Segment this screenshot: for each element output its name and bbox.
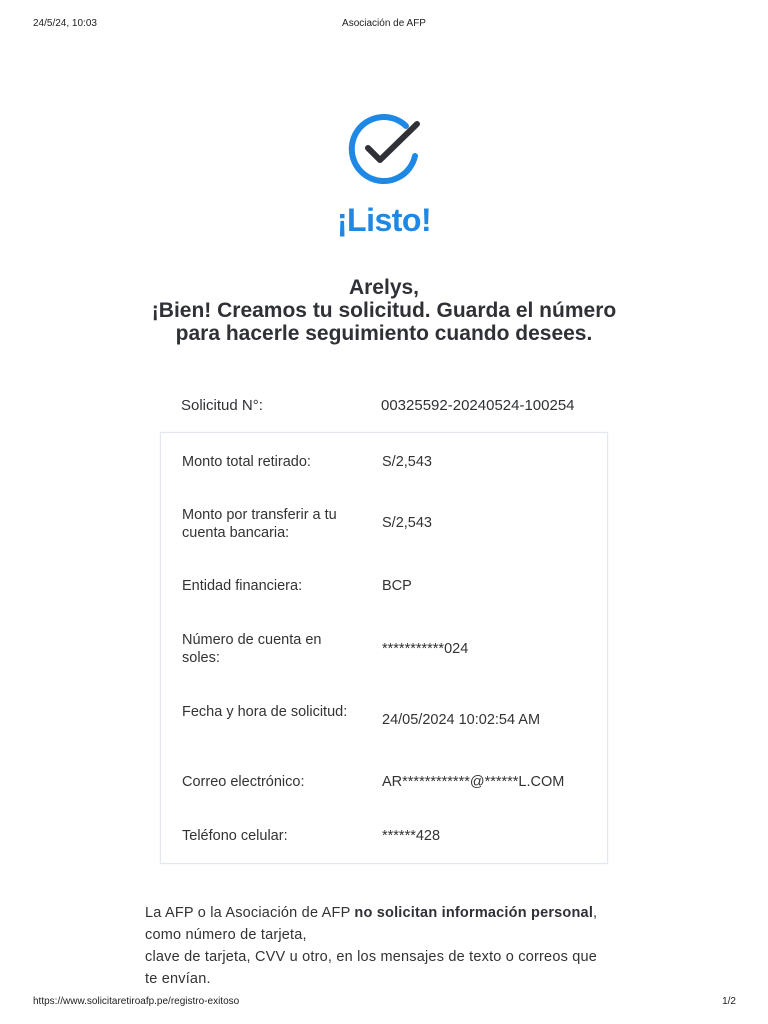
detail-value: S/2,543 (382, 515, 432, 531)
check-circle-icon (346, 112, 424, 186)
detail-value: ******428 (382, 828, 441, 844)
print-page-number: 1/2 (722, 996, 736, 1007)
detail-value: S/2,543 (382, 454, 432, 470)
notice-line-4: te envían. (145, 971, 211, 987)
print-date: 24/5/24, 10:03 (33, 18, 97, 29)
security-notice (145, 902, 665, 990)
message-line-2: para hacerle seguimiento cuando desees. (175, 322, 593, 345)
success-message (0, 276, 768, 345)
detail-value: AR************@******L.COM (382, 774, 565, 790)
notice-suffix: , (593, 905, 598, 921)
notice-bold: no solicitan información personal (354, 905, 594, 921)
detail-value: BCP (382, 578, 412, 594)
details-card (160, 432, 608, 864)
detail-label: Correo electrónico: (182, 774, 305, 790)
notice-line-2: como número de tarjeta, (145, 927, 307, 943)
request-number-value: 00325592-20240524-100254 (381, 397, 575, 414)
detail-value: 24/05/2024 10:02:54 AM (382, 712, 541, 728)
notice-line-3: clave de tarjeta, CVV u otro, en los mensajes de texto o correos que (145, 949, 598, 965)
request-number-label: Solicitud N°: (181, 397, 263, 414)
detail-label: Número de cuenta en soles: (182, 632, 322, 666)
detail-label: Teléfono celular: (182, 828, 288, 844)
notice-prefix: La AFP o la Asociación de AFP (145, 905, 355, 921)
detail-label: Fecha y hora de solicitud: (182, 704, 348, 720)
message-line-1: ¡Bien! Creamos tu solicitud. Guarda el número (151, 299, 617, 322)
detail-value: ***********024 (382, 641, 469, 657)
greeting: Arelys, (348, 276, 420, 299)
print-url: https://www.solicitaretiroafp.pe/registro-exitoso (33, 996, 240, 1007)
detail-label: Monto total retirado: (182, 454, 311, 470)
detail-label: Entidad financiera: (182, 578, 303, 594)
print-title: Asociación de AFP (342, 18, 426, 29)
success-heading: ¡Listo! (336, 202, 432, 238)
detail-label: Monto por transferir a tu cuenta bancaria: (182, 507, 337, 541)
print-header (0, 14, 768, 30)
